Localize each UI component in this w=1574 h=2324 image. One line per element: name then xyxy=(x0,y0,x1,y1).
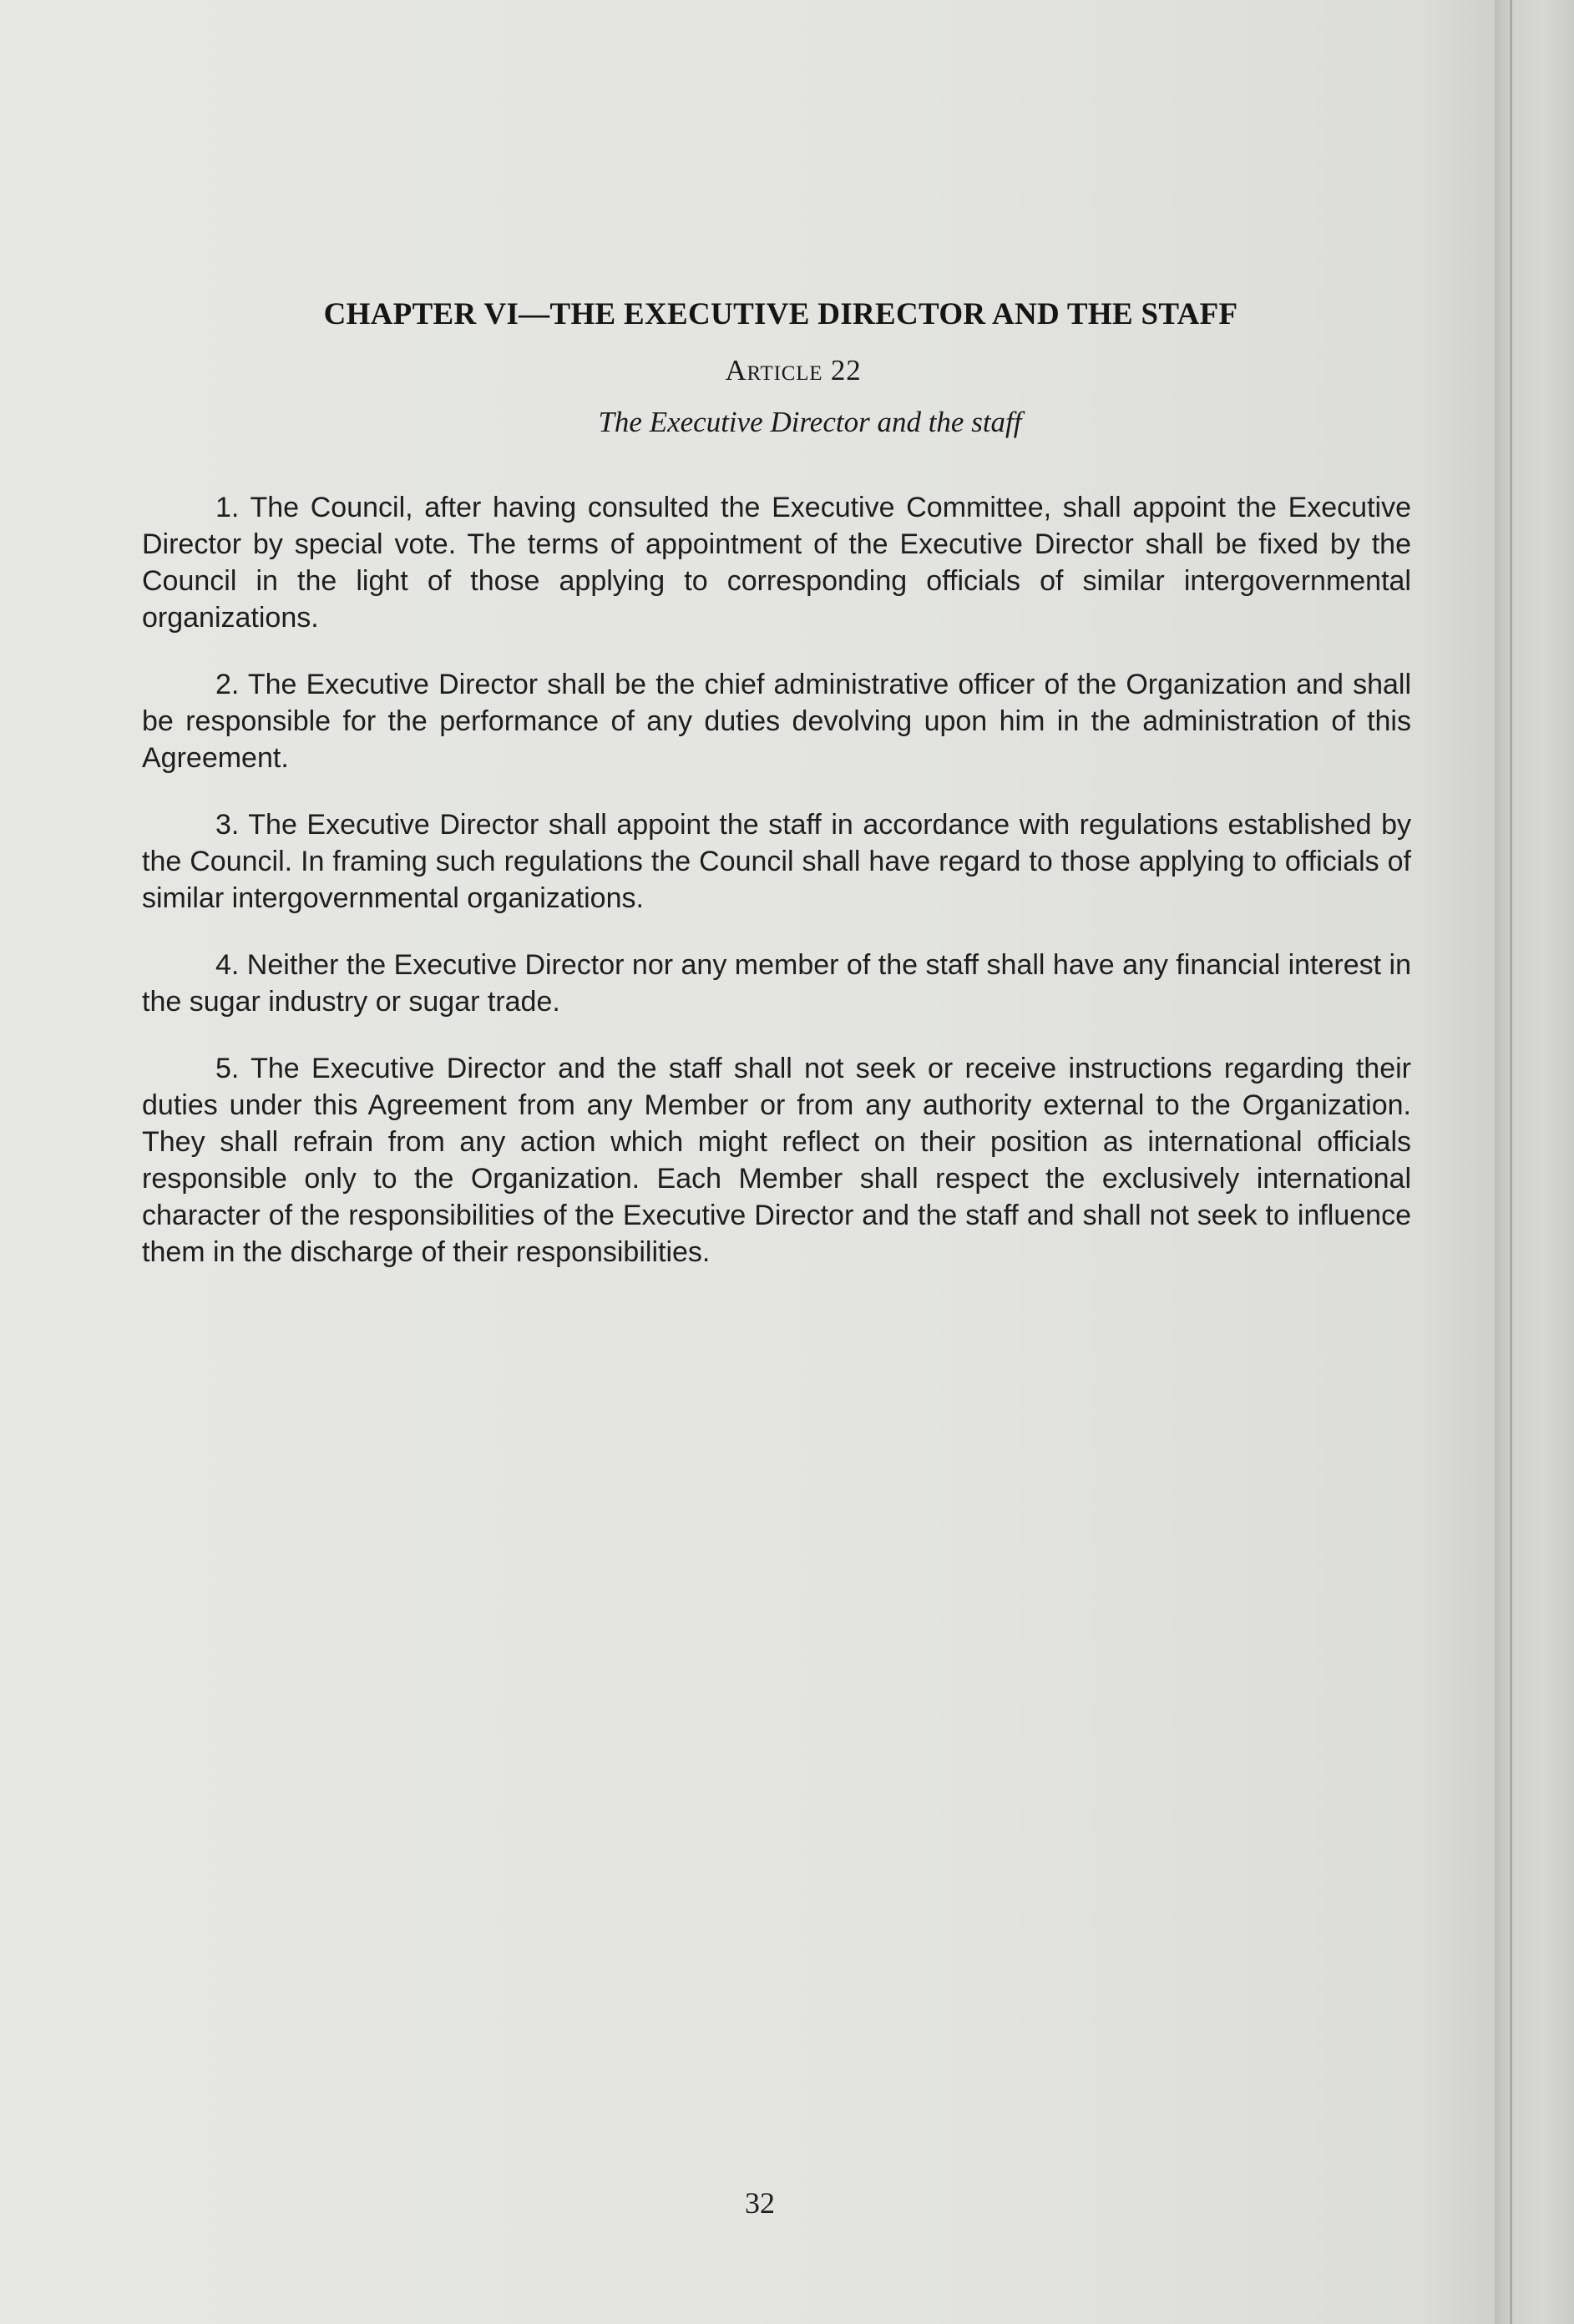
chapter-title: CHAPTER VI—THE EXECUTIVE DIRECTOR AND THE STAFF xyxy=(323,297,1238,331)
paragraph-1-text: 1. The Council, after having consulted the Executive Committee, shall appoint the Executive Director by special vote. The terms of appointment of the Executive Director shall be fixed by the Council in the light of those applying to corresponding officials of similar intergovernmental organizations. xyxy=(142,492,1411,634)
paragraph-4 xyxy=(142,947,1411,1020)
paragraph-2 xyxy=(142,666,1411,776)
paragraph-3-text: 3. The Executive Director shall appoint the staff in accordance with regulations established by the Council. In framing such regulations the Council shall have regard to those applying to officials of similar intergovernmental organizations. xyxy=(142,809,1411,914)
paragraph-5-text: 5. The Executive Director and the staff shall not seek or receive instructions regarding their duties under this Agreement from any Member or from any authority external to the Organization. They shall refrain from any action which might reflect on their position as international officials responsible only to the Organization. Each Member shall respect the exclusively international character of the responsibilities of the Executive Director and the staff and shall not seek to influence them in the discharge of their responsibilities. xyxy=(142,1053,1411,1268)
article-title: The Executive Director and the staff xyxy=(598,406,1022,438)
paragraph-4-text: 4. Neither the Executive Director nor any member of the staff shall have any financial interest in the sugar industry or sugar trade. xyxy=(142,949,1411,1018)
paragraph-3 xyxy=(142,806,1411,917)
book-spine xyxy=(1495,0,1574,2324)
paragraph-2-text: 2. The Executive Director shall be the chief administrative officer of the Organization and shall be responsible for the performance of any duties devolving upon him in the administration of this Agreement. xyxy=(142,669,1411,774)
paragraph-1 xyxy=(142,489,1411,636)
paragraph-5 xyxy=(142,1050,1411,1271)
page-edge xyxy=(1510,0,1512,2324)
article-label: Article 22 xyxy=(725,354,862,386)
page-number: 32 xyxy=(745,2186,775,2220)
document-body xyxy=(142,296,1411,1301)
